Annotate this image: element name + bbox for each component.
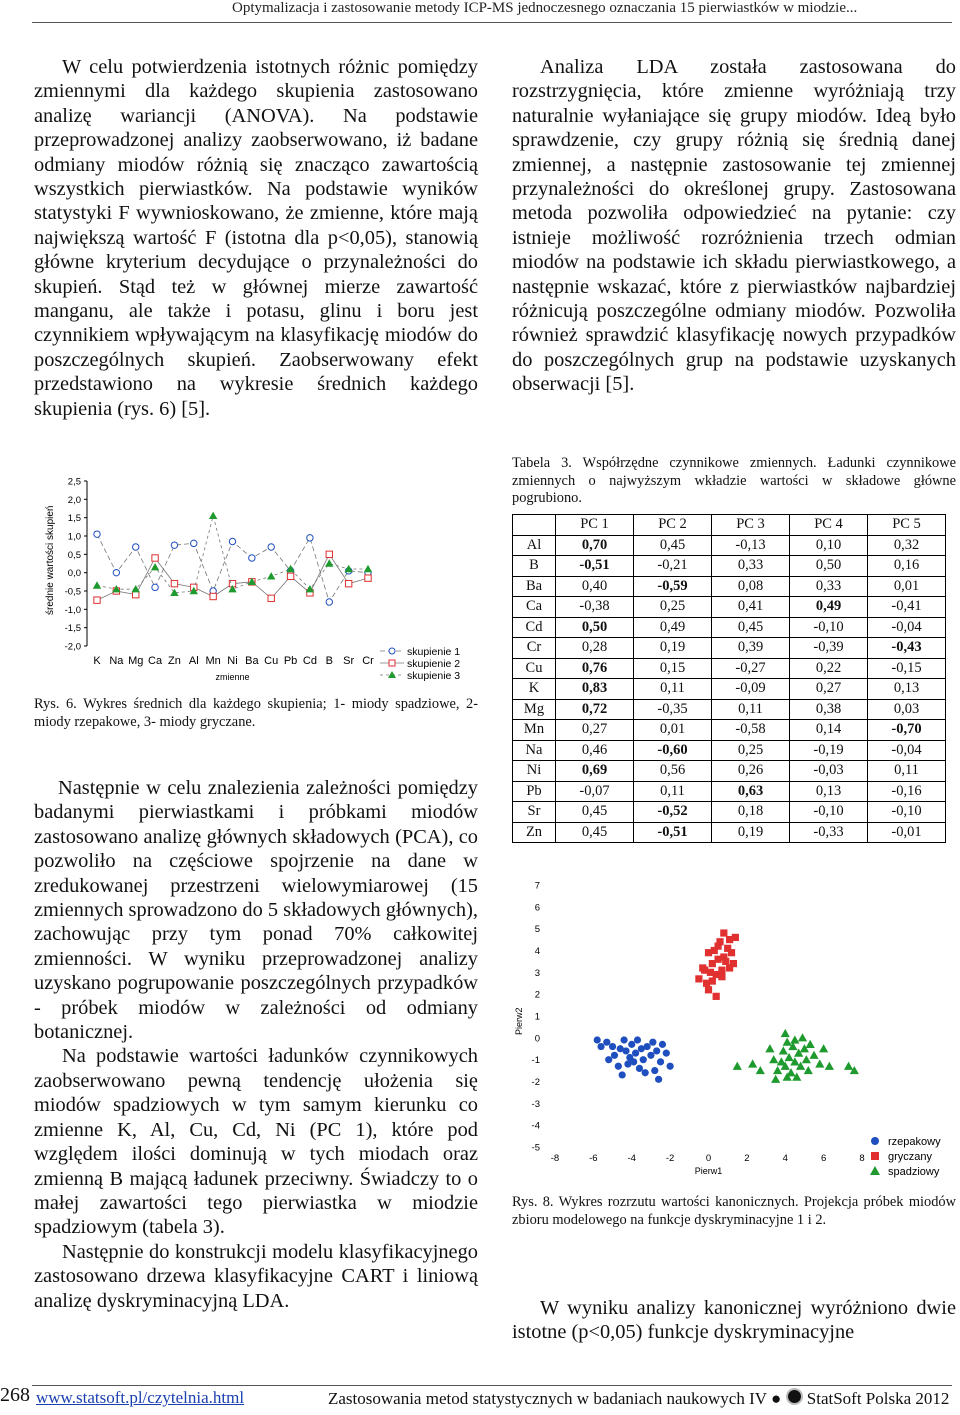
legend-label: rzepakowy [888,1136,941,1148]
fig6-caption: Rys. 6. Wykres średnich dla każdego skupienia; 1- miody spadziowe, 2- miody rzepakowe, 3- miody gryczane. [34,696,478,730]
legend-label: gryczany [888,1151,933,1163]
table-row-label: Pb [513,781,556,802]
legend-marker [389,660,395,666]
table-row-label: K [513,679,556,700]
y-tick-label: -0,5 [64,586,81,598]
x-tick-label: 6 [820,1153,827,1164]
table-cell: -0,13 [712,535,790,556]
data-point [634,1036,641,1043]
x-tick-label: -6 [589,1153,598,1164]
data-point [806,1040,815,1048]
y-tick-label: -5 [531,1142,540,1154]
x-tick-label: B [325,655,333,667]
table-cell: 0,33 [790,576,868,597]
data-point [171,580,177,586]
data-point [825,1062,834,1070]
data-point [798,1033,807,1041]
data-point [733,1062,742,1070]
table-cell: 0,25 [712,740,790,761]
data-point [642,1069,649,1076]
paragraph: Na podstawie wartości ładunków czynnikowych zaobserwowano pewną tendencję ułożenia się miodów spadziowych w tym samym kierunku co zmienne K, Al, Cu, Cd, Ni (PC 1), które pod względem ilości dominują w tych miodach oraz zmienną B mającą ładunek przeciwny. Świadczy to o małej zawartości tego pierwiastka w miodzie spadziowym (tabela 3). [34,1045,478,1239]
data-point [191,540,197,546]
table-cell: -0,58 [712,720,790,741]
table-cell: 0,13 [790,781,868,802]
x-tick-label: 8 [859,1153,865,1164]
y-tick-label: 1,0 [67,531,81,543]
y-tick-label: 0,5 [67,549,81,561]
data-point [344,565,352,572]
data-point [649,1039,656,1046]
data-point [306,585,314,592]
table-cell: -0,38 [556,597,634,618]
table-cell: 0,38 [790,699,868,720]
y-tick-label: 5 [534,924,540,936]
left-para-2 [34,776,478,1313]
data-point [365,575,371,581]
legend-label: skupienie 3 [407,670,461,682]
data-point [152,584,158,590]
data-point [647,1052,654,1059]
table-cell: 0,70 [556,535,634,556]
x-tick-label: -8 [550,1153,560,1164]
data-point [783,1038,792,1046]
table-row [513,617,946,638]
y-tick-label: 2 [534,989,540,1001]
legend-label: skupienie 2 [407,658,461,670]
table-cell: -0,60 [634,740,712,761]
y-tick-label: -2 [531,1077,540,1088]
x-axis-label: Pierw1 [694,1166,723,1176]
table-corner-cell [513,515,556,536]
table-cell: 0,01 [868,576,946,597]
table-row-label: Sr [513,802,556,823]
data-point [819,1044,828,1052]
fig8-caption: Rys. 8. Wykres rozrzutu wartości kanonicznych. Projekcja próbek miodów zbioru modelowego na funkcje dyskryminacyjne 1 i 2. [512,1194,956,1228]
data-point [229,538,235,544]
data-point [628,1041,635,1048]
data-point [152,555,158,561]
x-tick-label: -4 [627,1153,636,1164]
table-cell: -0,04 [868,740,946,761]
table-cell: 0,25 [634,597,712,618]
table-cell: 0,83 [556,679,634,700]
table-cell: 0,14 [790,720,868,741]
y-tick-label: 0 [534,1033,540,1045]
running-header: Optymalizacja i zastosowanie metody ICP-MS jednoczesnego oznaczania 15 pierwiastków w miodzie... [232,0,858,16]
table-cell: 0,49 [790,597,868,618]
data-point [345,580,351,586]
data-point [720,929,727,936]
table-cell: 0,19 [634,638,712,659]
data-point [732,934,739,941]
table-row [513,740,946,761]
data-point [718,967,725,974]
table-row-label: Ni [513,761,556,782]
data-point [667,1063,674,1070]
data-point [615,1063,622,1070]
bullet-icon: ● [770,1389,782,1408]
x-tick-label: Zn [168,655,181,667]
data-point [609,1043,616,1050]
table-header-cell: PC 2 [634,515,712,536]
y-tick-label: 2,5 [67,476,81,488]
x-tick-label: Na [109,655,124,667]
table-cell: -0,21 [634,556,712,577]
table-cell: 0,40 [556,576,634,597]
y-axis-label: średnie wartości skupień [45,505,56,615]
data-point [790,1035,799,1043]
table-row [513,720,946,741]
y-tick-label: -1 [531,1055,540,1067]
data-point [655,1076,662,1083]
data-point [705,986,712,993]
x-tick-label: Ca [148,655,163,667]
data-point [657,1058,664,1065]
data-point [249,555,255,561]
data-point [94,531,100,537]
y-tick-label: -3 [531,1098,540,1110]
table-cell: -0,41 [868,597,946,618]
table-cell: 0,63 [712,781,790,802]
data-point [594,1036,601,1043]
data-point [171,542,177,548]
data-point [815,1059,824,1067]
table-row [513,781,946,802]
data-point [769,1055,778,1063]
table-cell: 0,76 [556,658,634,679]
y-tick-label: 4 [534,946,540,957]
table-cell: 0,39 [712,638,790,659]
y-axis-label: Pierw2 [514,1007,524,1035]
table-cell: -0,43 [868,638,946,659]
x-tick-label: Cu [264,655,279,667]
table-cell: -0,15 [868,658,946,679]
table-cell: 0,45 [556,822,634,843]
data-point [720,953,727,960]
table-cell: 0,19 [712,822,790,843]
table-cell: 0,18 [712,802,790,823]
data-point [644,1043,651,1050]
y-tick-label: -4 [531,1120,540,1132]
table-cell: 0,10 [790,535,868,556]
table3-caption: Tabela 3. Współrzędne czynnikowe zmiennych. Ładunki czynnikowe zmiennych o najwyższym wkładzie wartości w składowe główne pogrubiono. [512,455,956,506]
legend-label: spadziowy [888,1166,940,1178]
table-cell: 0,56 [634,761,712,782]
data-point [663,1050,670,1057]
table-cell: 0,72 [556,699,634,720]
data-point [133,544,139,550]
data-point [809,1051,818,1059]
footer-text [328,1388,949,1409]
table-header-row [513,515,946,536]
table-header-cell: PC 5 [868,515,946,536]
data-point [113,569,119,575]
data-point [773,1066,782,1074]
table-cell: -0,09 [712,679,790,700]
data-point [326,551,332,557]
data-point [632,1050,639,1057]
x-tick-label: -2 [665,1153,675,1164]
data-point [286,565,294,572]
data-point [630,1058,637,1065]
table-cell: 0,11 [634,781,712,802]
paragraph: W celu potwierdzenia istotnych różnic pomiędzy zmiennymi dla każdego skupienia zastosowano analizę wariancji (ANOVA). Na podstawie przeprowadzonej analizy zaobserwowano, iż badane odmiany miodów różnią się znacząco zawartością wszystkich pierwiastków. Na podstawie wyników statystyki F wywnioskowano, że zmienne, które mają największą wartość F (istotna dla p<0,05), stanowią główne kryterium decydujące o przynależności do skupień. Stąd też w głównej mierze zawartość manganu, ale także i potasu, glinu i boru jest czynnikiem wpływającym na klasyfikację miodów do poszczególnych skupień. Zaobserwowany efekt przedstawiono na wykresie średnich każdego skupienia (rys. 6) [5]. [34,56,478,420]
table-cell: 0,45 [556,802,634,823]
fig8-scatter-chart [510,875,960,1185]
table-row-label: Mg [513,699,556,720]
table-cell: -0,27 [712,658,790,679]
data-point [611,1052,618,1059]
data-point [287,573,293,579]
table-row-label: Na [513,740,556,761]
x-tick-label: K [93,655,101,667]
data-point [695,975,702,982]
x-tick-label: Ba [245,655,259,667]
table-cell: 0,50 [790,556,868,577]
table-row-label: Cd [513,617,556,638]
legend-marker [388,671,396,678]
data-point [603,1039,610,1046]
table-cell: -0,70 [868,720,946,741]
table3 [512,514,946,843]
data-point [93,581,101,588]
data-point [713,993,720,1000]
statsoft-logo-icon [786,1388,803,1405]
data-point [779,1046,788,1054]
table-cell: 0,46 [556,740,634,761]
legend-label: skupienie 1 [407,646,461,658]
data-point [718,973,725,980]
table-row-label: Mn [513,720,556,741]
table-row-label: Ca [513,597,556,618]
data-point [267,572,275,579]
table-row [513,535,946,556]
data-point [653,1047,660,1054]
table-cell: -0,51 [634,822,712,843]
table-cell: 0,08 [712,576,790,597]
table-cell: 0,28 [556,638,634,659]
table-row-label: B [513,556,556,577]
data-point [756,1066,765,1074]
table-cell: 0,69 [556,761,634,782]
right-para-2 [512,1296,956,1345]
table-row [513,699,946,720]
data-point [804,1066,813,1074]
x-tick-label: 0 [705,1153,712,1164]
table-cell: 0,27 [556,720,634,741]
table-cell: 0,15 [634,658,712,679]
x-tick-label: Sr [343,655,355,667]
y-tick-label: 2,0 [67,494,81,506]
table-cell: -0,04 [868,617,946,638]
data-point [701,967,708,974]
data-point [210,593,216,599]
data-point [619,1071,626,1078]
data-point [709,977,716,984]
table-cell: -0,10 [868,802,946,823]
table-cell: 0,41 [712,597,790,618]
table-cell: 0,11 [712,699,790,720]
data-point [730,960,737,967]
data-point [781,1029,790,1037]
table-row-label: Cr [513,638,556,659]
table-cell: -0,39 [790,638,868,659]
left-para-1 [34,55,478,421]
table-cell: 0,33 [712,556,790,577]
data-point [714,943,721,950]
table-cell: 0,03 [868,699,946,720]
table-row [513,576,946,597]
data-point [765,1044,774,1052]
table-cell: -0,07 [556,781,634,802]
data-point [640,1056,647,1063]
table-cell: -0,52 [634,802,712,823]
table-row [513,638,946,659]
data-point [209,512,217,519]
data-point [620,1036,627,1043]
data-point [659,1041,666,1048]
x-tick-label: 4 [782,1153,788,1164]
data-point [605,1056,612,1063]
table-row-label: Zn [513,822,556,843]
table-cell: -0,51 [556,556,634,577]
table-cell: 0,16 [868,556,946,577]
x-tick-label: Al [188,655,199,667]
table-row [513,679,946,700]
fig6-means-chart [40,465,480,690]
paragraph: Następnie w celu znalezienia zależności pomiędzy badanymi pierwiastkami i próbkami miodów zastosowano analizę głównych składowych (PCA), co pozwoliło na częściowe spojrzenie na dane w zredukowanej przestrzeni wielowymiarowej (15 zmiennych sprowadzono do 5 składowych głównych), zachowując przy tym ponad 70% całkowitej zmienności. W wyniku przeprowadzonej analizy uzyskano pogrupowanie poszczególnych przypadków - próbek miodów w zależności od odmiany botanicznej. [34,777,478,1044]
table-cell: -0,33 [790,822,868,843]
y-tick-label: 7 [534,880,540,892]
y-tick-label: -1,5 [64,623,81,635]
data-point [771,1075,780,1083]
data-point [133,591,139,597]
table-row [513,802,946,823]
table-cell: 0,50 [556,617,634,638]
data-point [307,535,313,541]
y-tick-label: 1,5 [67,513,81,525]
table-cell: -0,01 [868,822,946,843]
x-tick-label: Cr [362,655,374,667]
table-row-label: Ba [513,576,556,597]
table-row-label: Cu [513,658,556,679]
data-point [748,1059,757,1067]
data-point [636,1065,643,1072]
table-cell: 0,22 [790,658,868,679]
data-point [844,1062,853,1070]
table-row [513,597,946,618]
data-point [651,1067,658,1074]
x-tick-label: 2 [744,1153,750,1164]
table-cell: 0,11 [868,761,946,782]
table-cell: -0,10 [790,802,868,823]
x-tick-label: Cd [302,655,317,667]
x-tick-label: Ni [227,655,238,667]
footer-rule [32,1385,952,1386]
data-point [728,949,735,956]
table-row [513,761,946,782]
table-cell: -0,10 [790,617,868,638]
y-tick-label: 3 [534,967,540,979]
footer-series-title: Zastosowania metod statystycznych w badaniach naukowych IV [328,1389,767,1408]
table-cell: -0,59 [634,576,712,597]
table-cell: -0,19 [790,740,868,761]
y-tick-label: 1 [534,1011,540,1023]
table-cell: -0,35 [634,699,712,720]
table-cell: 0,45 [634,535,712,556]
table-cell: 0,27 [790,679,868,700]
table-cell: -0,16 [868,781,946,802]
y-tick-label: -1,0 [64,604,81,616]
paragraph: W wyniku analizy kanonicznej wyróżniono dwie istotne (p<0,05) funkcje dyskryminacyjne [512,1297,956,1344]
legend-marker [871,1137,879,1145]
x-tick-label: Mg [128,655,144,667]
y-tick-label: 6 [534,902,540,914]
table-header-cell: PC 4 [790,515,868,536]
x-tick-label: Mn [205,655,221,667]
table-cell: 0,45 [712,617,790,638]
table-row [513,822,946,843]
data-point [597,1043,604,1050]
table-cell: 0,11 [634,679,712,700]
header-rule [32,22,952,23]
table-row-label: Al [513,535,556,556]
data-point [622,1047,629,1054]
data-point [326,599,332,605]
y-tick-label: 0,0 [67,568,81,580]
table-cell: 0,26 [712,761,790,782]
y-tick-label: -2,0 [64,641,81,653]
table-row [513,658,946,679]
footer-publisher: StatSoft Polska 2012 [806,1389,950,1408]
paragraph: Analiza LDA została zastosowana do rozstrzygnięcia, które zmienne wyróżniają trzy naturalnie wyłaniające się grupy miodów. Ideą było sprawdzenie, czy grupy różnią się średnią danej zmiennej, a następnie zastosowanie tej zmiennej przynależności do określonej grupy. Zastosowana metoda pozwoliła odpowiedzieć na pytanie: czy istnieje możliwość rozróżnienia trzech odmian miodów na podstawie ich składu pierwiastkowego, a następnie wskazać, które z pierwiastków najbardziej różnicują poszczególne odmiany miodów. Pozwoliła również sprawdzić klasyfikację nowych przypadków do poszczególnych grup na podstawie uzyskanych obserwacji [5]. [512,56,956,396]
table-cell: 0,01 [634,720,712,741]
paragraph: Następnie do konstrukcji modelu klasyfikacyjnego zastosowano drzewa klasyfikacyjne CART i liniową analizę dyskryminacyjną LDA. [34,1240,478,1312]
x-tick-label: Pb [283,655,298,667]
legend-marker [389,648,395,654]
table-cell: 0,32 [868,535,946,556]
table-header-cell: PC 1 [556,515,634,536]
legend-marker [871,1152,879,1160]
table-row [513,556,946,577]
table-header-cell: PC 3 [712,515,790,536]
right-para-1 [512,55,956,397]
data-point [94,597,100,603]
footer-link[interactable]: www.statsoft.pl/czytelnia.html [36,1388,245,1407]
data-point [268,595,274,601]
page-number: 268 [0,1384,30,1406]
data-point [268,544,274,550]
table-cell: 0,49 [634,617,712,638]
data-point [364,565,372,572]
legend-marker [870,1166,880,1175]
x-axis-label: zmienne [215,672,250,682]
table-cell: -0,03 [790,761,868,782]
data-point [802,1055,811,1063]
table-cell: 0,13 [868,679,946,700]
